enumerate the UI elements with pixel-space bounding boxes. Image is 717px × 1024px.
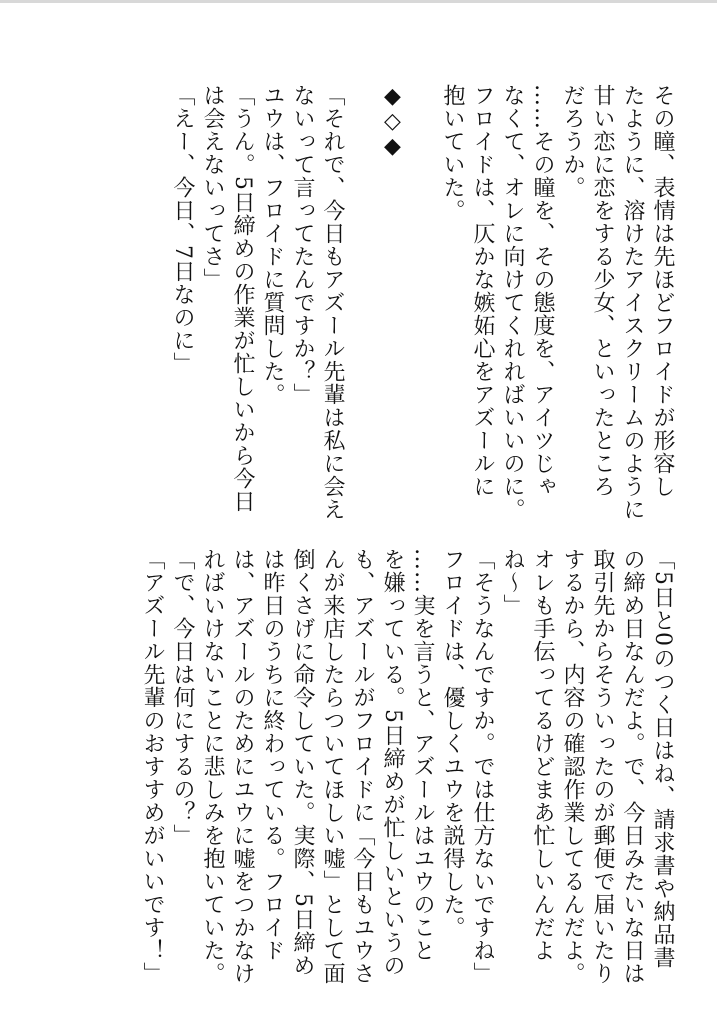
text-line: ればいけないことに悲しみを抱いていた。 [200,548,225,985]
dialogue-line: 「そうなんですか。では仕方ないですね」 [470,548,495,985]
text-line: 甘い恋に恋をする少女、といったところ [590,84,615,498]
dialogue-line: 「5日と0のつく日はね、請求書や納品書 [650,548,675,969]
upper-text-block [167,84,677,521]
dialogue-line: 「で、今日は何にするの？」 [170,548,195,847]
dialogue-line: オレも手伝ってるけどまあ忙しいんだよ [530,548,555,962]
text-line: は、アズールのためにユウに嘘をつかなけ [230,548,255,985]
lower-text-block [137,548,677,985]
text-line: たように、溶けたアイスクリームのように [620,84,645,521]
dialogue-line: 「アズール先輩のおすすめがいいです！」 [140,548,165,985]
dialogue-line: 「えー、今日、7日なのに」 [170,84,195,375]
text-line: なくて、オレに向けてくれればいいのに。 [500,84,525,521]
text-line: フロイドは、仄かな嫉妬心をアズールに [470,84,495,498]
dialogue-line: 「うん。5日締めの作業が忙しいから今日 [230,84,255,513]
blank-line [407,84,437,504]
dialogue-line: するから、内容の確認作業してるんだよ。 [560,548,585,985]
text-line: ……実を言うと、アズールはユウのこと [410,548,435,962]
dialogue-line: ないって言ってたんですか？」 [290,84,315,406]
text-line: も、アズールがフロイドに「今日もユウさ [350,548,375,985]
dialogue-line: 取引先からそういったのが郵便で届いたり [590,548,615,985]
text-line: 倒くさげに命令していた。実際、5日締め [290,548,315,977]
text-line: フロイドは、優しくユウを説得した。 [440,548,465,939]
text-line: その瞳、表情は先ほどフロイドが形容し [650,84,675,498]
section-break-diamonds: ◆◇◆ [380,84,405,159]
text-line: ユウは、フロイドに質問した。 [260,84,285,406]
blank-line [347,84,377,504]
text-line: んが来店したらついてほしい嘘」として面 [320,548,345,985]
dialogue-line: 「それで、今日もアズール先輩は私に会え [320,84,345,521]
text-line: は昨日のうちに終わっている。フロイド [260,548,285,962]
dialogue-line: ね〜」 [500,548,525,617]
page-top-border [0,0,717,3]
dialogue-line: は会えないってさ」 [200,84,225,291]
dialogue-line: の締め日なんだよ。で、今日みたいな日は [620,548,645,985]
text-line: だろうか。 [560,84,585,199]
text-line: 抱いていた。 [440,84,465,222]
text-line: ……その瞳を、その態度を、アイツじゃ [530,84,555,498]
text-line: を嫌っている。5日締めが忙しいというの [380,548,405,977]
